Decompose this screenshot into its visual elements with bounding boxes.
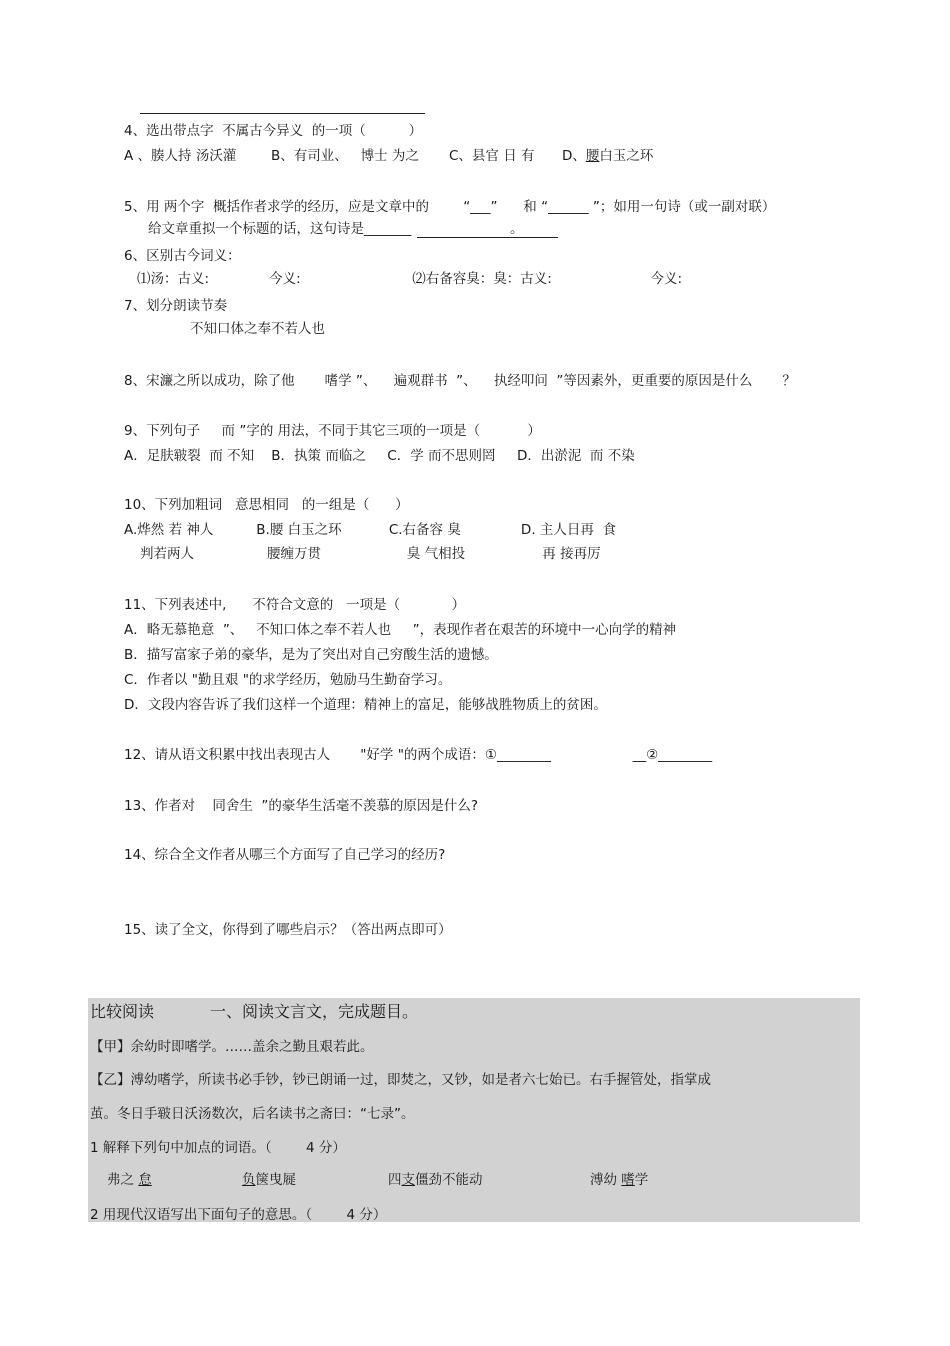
compare-question-1: 1 解释下列句中加点的词语。（ 4 分） (90, 1140, 346, 1156)
word-item-1 (107, 1171, 152, 1189)
question-4-option-b: B、有司业、 博士 为之 (271, 148, 419, 164)
question-11-stem: 11、下列表述中, 不符合文意的 一项是（ ） (124, 597, 466, 613)
word-item-3 (388, 1171, 483, 1189)
question-6-stem: 6、区别古今词义： (124, 248, 241, 264)
question-11-option-a: A．略无慕艳意 ”、 不知口体之奉不若人也 ”，表现作者在艰苦的环境中一心向学的精神 (124, 622, 677, 638)
compare-question-2: 2 用现代汉语写出下面句子的意思。（ 4 分） (90, 1207, 387, 1223)
word-item-1-marked: 怠 (138, 1172, 152, 1188)
word-item-2-marked: 负 (242, 1172, 256, 1188)
question-14-stem: 14、综合全文作者从哪三个方面写了自己学习的经历? (124, 847, 446, 863)
passage-jia: 【甲】余幼时即嗜学。……盖余之勤且艰若此。 (90, 1039, 374, 1055)
marked-character: 腰 (585, 148, 600, 164)
word-item-3-suffix: 僵劲不能动 (415, 1172, 483, 1188)
question-9-stem: 9、下列句子 而 ”字的 用法，不同于其它三项的一项是（ ） (124, 423, 541, 439)
word-item-1-prefix: 弗之 (107, 1172, 139, 1188)
question-11-option-d: D．文段内容告诉了我们这样一个道理：精神上的富足，能够战胜物质上的贫困。 (124, 697, 607, 713)
comparative-reading-title: 比较阅读 一、阅读文言文，完成题目。 (90, 1002, 418, 1021)
question-5-line-2: 给文章重拟一个标题的话，这句诗是_______ 。 (148, 221, 524, 237)
option-d-suffix: 白玉之环 (599, 148, 654, 164)
passage-yi-line-1: 【乙】溥幼嗜学，所读书必手钞，钞已朗诵一过，即焚之，又钞，如是者六七始已。右手握管处，指掌成 (90, 1072, 711, 1088)
option-d-prefix: D、 (562, 148, 586, 164)
question-9-options: A．足肤皲裂 而 不知 B．执策 而临之 C．学 而不思则罔 D．出淤泥 而 不染 (124, 448, 635, 464)
question-7-stem: 7、划分朗读节奏 (124, 298, 228, 314)
word-item-3-marked: 支 (401, 1172, 415, 1188)
question-4-stem: 4、选出带点字 不属古今异义 的一项（ ） (124, 123, 423, 139)
word-item-4-marked: 嗜 (621, 1172, 635, 1188)
word-item-4-suffix: 学 (634, 1172, 649, 1188)
question-4-option-d (562, 147, 653, 165)
question-10-stem: 10、下列加粗词 意思相同 的一组是（ ） (124, 497, 409, 513)
question-5-line-1: 5、用 两个字 概括作者求学的经历，应是文章中的 “___” 和 “______ ”；如用一句诗（或一副对联） (124, 199, 776, 215)
word-item-2-suffix: 箧曳屣 (255, 1172, 296, 1188)
question-5-answer-line (417, 237, 558, 238)
question-13-stem: 13、作者对 同舍生 ”的豪华生活毫不羡慕的原因是什么? (124, 798, 479, 814)
passage-yi-line-2: 茧。冬日手皲日沃汤数次，后名读书之斋曰：“七录”。 (90, 1106, 415, 1122)
question-8-stem: 8、宋濂之所以成功，除了他 嗜学 ”、 遍观群书 ”、 执经叩问 ”等因素外，更重要的原因是什么 ？ (124, 373, 796, 389)
word-item-2 (242, 1171, 296, 1189)
top-answer-line (140, 113, 425, 114)
question-4-option-a: A 、腠人持 汤沃灌 (124, 148, 237, 164)
question-12-stem: 12、请从语文积累中找出表现古人 "好学 "的两个成语：①________ __②________ (124, 747, 713, 763)
question-7-text: 不知口体之奉不若人也 (190, 321, 325, 337)
word-item-4-prefix: 溥幼 (590, 1172, 622, 1188)
word-item-4 (590, 1171, 648, 1189)
question-11-option-c: C．作者以 "勤且艰 "的求学经历，勉励马生勤奋学习。 (124, 672, 452, 688)
question-15-stem: 15、读了全文，你得到了哪些启示？（答出两点即可） (124, 922, 452, 938)
question-6-line: ⑴汤：古义: 今义: ⑵右备容臭：臭：古义: 今义: (137, 271, 683, 287)
question-10-row-2: 判若两人 腰缠万贯 臭 气相投 再 接再厉 (140, 546, 601, 562)
word-item-3-prefix: 四 (388, 1172, 402, 1188)
question-10-row-1: A.烨然 若 神人 B.腰 白玉之环 C.右备容 臭 D. 主人日再 食 (124, 522, 616, 538)
question-11-option-b: B．描写富家子弟的豪华，是为了突出对自己穷酸生活的遗憾。 (124, 647, 498, 663)
question-4-option-c: C、县官 日 有 (449, 148, 535, 164)
